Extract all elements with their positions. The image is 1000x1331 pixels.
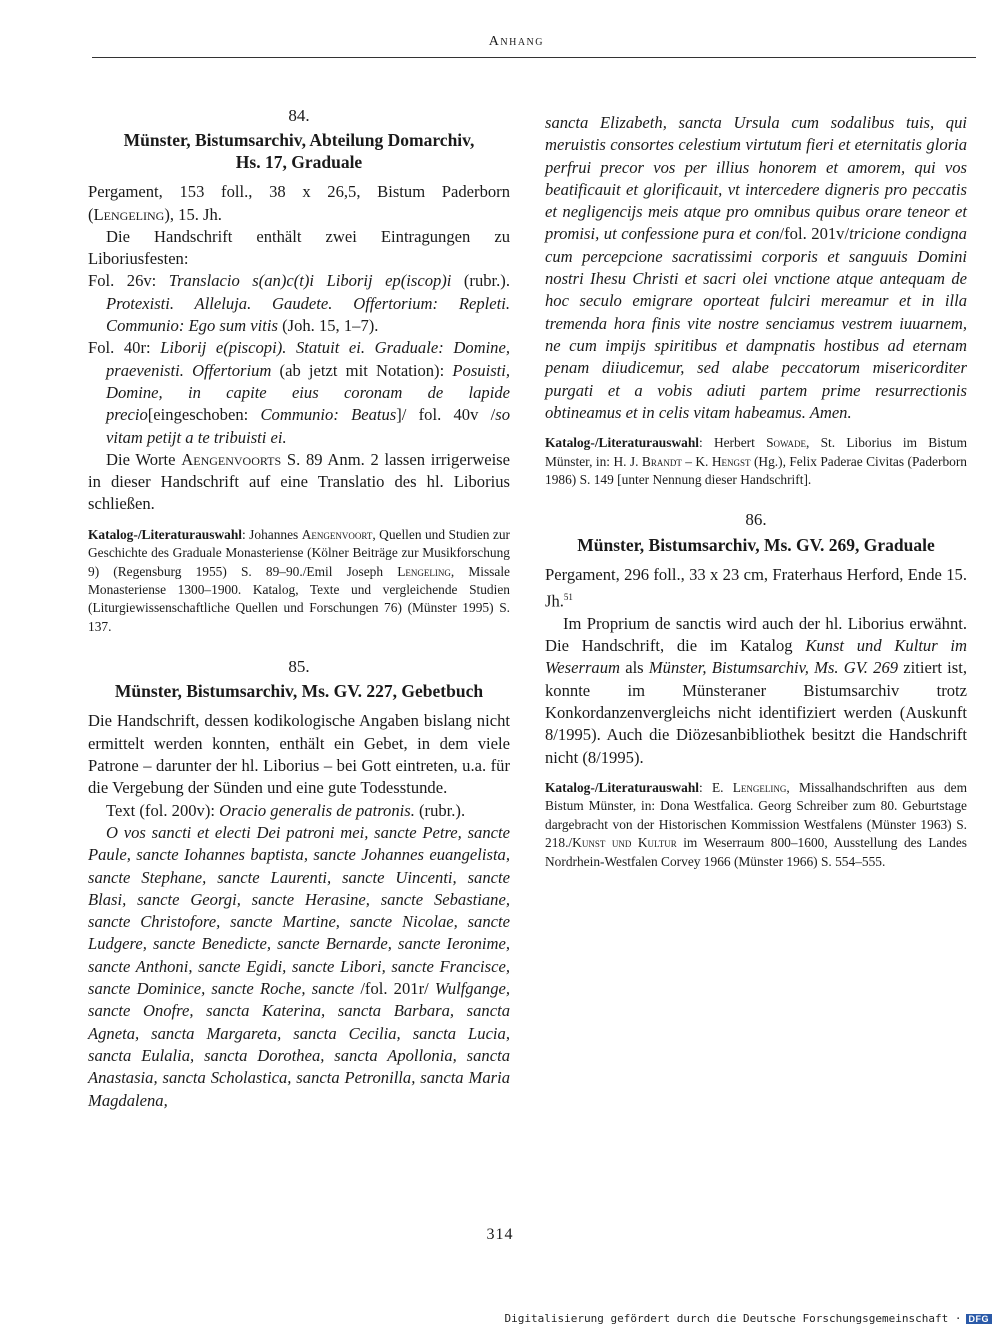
entry-85-title: Münster, Bistumsarchiv, Ms. GV. 227, Gebetbuch — [114, 681, 484, 702]
entry-84-title — [88, 129, 510, 173]
entry-85-description: Die Handschrift, dessen kodikologische Angaben bislang nicht ermittelt werden konnten, enthält ein Gebet, in dem viele Patrone – darunter der hl. Liborius – bei Gott eintreten, u.a. für die Vergebung der Sünden und eine gute Todesstunde. — [88, 711, 510, 798]
entry-84-number: 84. — [288, 106, 310, 125]
header-rule — [92, 57, 976, 58]
page-number: 314 — [486, 1226, 514, 1243]
entry-85-literature: Katalog-/Literaturauswahl: Herbert Sowade, St. Liborius im Bistum Münster, in: H. J. Brandt – K. Hengst (Hg.), Felix Paderae Civitas (Paderborn 1986) S. 149 [unter Nennung dieser Handschrift]. — [545, 435, 967, 487]
right-column — [545, 112, 967, 871]
entry-84-description: Pergament, 153 foll., 38 x 26,5, Bistum Paderborn (Lengeling), 15. Jh. — [88, 182, 510, 224]
entry-86-body: Im Proprium de sanctis wird auch der hl. Liborius erwähnt. Die Handschrift, die im Katalog Kunst und Kultur im Weserraum als Münster, Bistumsarchiv, Ms. GV. 269 zitiert ist, konnte im Münsteraner Bistumsarchiv trotz Konkordanzenvergleichs nicht identifiziert werden (Auskunft 8/1995). Auch die Diözesanbibliothek besitzt die Handschrift nicht (8/1995). — [545, 613, 968, 767]
dfg-logo: DFG — [966, 1314, 993, 1324]
entry-86-literature: Katalog-/Literaturauswahl: E. Lengeling, Missalhandschriften aus dem Bistum Münster, in: Dona Westfalica. Georg Schreiber zum 80. Geburtstage dargebracht von der Historischen Kommission Westfalens (Münster 1963) S. 218./Kunst und Kultur im Weserraum 800–1600, Ausstellung des Landes Nordrhein-Westfalen Corvey 1966 (Münster 1966) S. 554–555. — [545, 779, 967, 869]
entry-84-literature: Katalog-/Literaturauswahl: Johannes Aengenvoort, Quellen und Studien zur Geschichte des Graduale Monasteriense (Kölner Beiträge zur Musikforschung 9) (Regensburg 1955) S. 89–90./Emil Joseph Lengeling, Missale Monasteriense 1300–1900. Katalog, Texte und vergleichende Studien (Liturgiewissenschaftliche Quellen und Forschungen 76) (Münster 1995) S. 137. — [88, 526, 510, 634]
running-head-title: Anhang — [488, 34, 544, 49]
entry-84-note: Die Worte Aengenvoorts S. 89 Anm. 2 lassen irrigerweise in dieser Handschrift auf eine Translatio des hl. Liborius schließen. — [88, 449, 511, 514]
footnote-marker: 51 — [563, 591, 573, 602]
entry-85-number: 85. — [288, 657, 310, 677]
footer-text: Digitalisierung gefördert durch die Deutsche Forschungsgemeinschaft · — [504, 1312, 962, 1325]
entry-85-prayer-part1: O vos sancti et electi Dei patroni mei, sancte Petre, sancte Paule, sancte Iohannes baptista, sancte Johannes euangelista, sancte Stephane, sancte Laurenti, sancte Uincenti, sancte Blasi, sancte Georgi, sancte Herasine, sancte Sebastiane, sancte Christofore, sancte Martine, sancte Nicolae, sancte Ludgere, sancte Benedicte, sancte Bernarde, sancte Ieronime, sancte Anthoni, sancte Egidi, sancte Libori, sancte Francisce, sancte Dominice, sancte Roche, sancte /fol. 201r/ Wulfgange, sancte Onofre, sancta Katerina, sancta Barbara, sancta Agneta, sancta Margareta, sancta Cecilia, sancta Lucia, sancta Eulalia, sancta Dorothea, sancta Apollonia, sancta Anastasia, sancta Scholastica, sancta Petronilla, sancta Maria Magdalena, — [88, 822, 510, 1110]
entry-86-title: Münster, Bistumsarchiv, Ms. GV. 269, Graduale — [577, 534, 935, 555]
entry-84-intro: Die Handschrift enthält zwei Eintragungen zu Liboriusfesten: — [88, 226, 510, 269]
entry-84-fol26v: Fol. 26v: Translacio s(an)c(t)i Liborij ep(iscop)i (rubr.). Protexisti. Alleluja. Gaudete. Offertorium: Repleti. Communio: Ego sum vitis (Joh. 15, 1–7). — [88, 271, 510, 336]
entry-85-text-label: Text (fol. 200v): Oracio generalis de patronis. (rubr.). — [106, 800, 466, 820]
left-column — [88, 105, 510, 1112]
entry-84-title-line2: Hs. 17, Graduale — [235, 152, 363, 173]
entry-84-fol40r: Fol. 40r: Liborij e(piscopi). Statuit ei. Graduale: Domine, praevenisti. Offertorium (ab jetzt mit Notation): Posuisti, Domine, in capite eius coronam de lapide precio[eingeschoben: Communio: Beatus]/ fol. 40v /so vitam petijt a te tribuisti ei. — [88, 338, 511, 447]
running-head — [92, 34, 976, 58]
entry-84-title-line1: Münster, Bistumsarchiv, Abteilung Domarchiv, — [123, 130, 475, 151]
entry-85-prayer-part2: sancta Elizabeth, sancta Ursula cum sodalibus tuis, qui meruistis consortes celestium virtutum fieri et eternitatis gloria perfrui precor vos per illius honorem et amorem, qui vos beatificauit et glorificauit, vt intercedere digneris pro peccatis et negligencijs meis atque pro omnibus quibus orare teneor et promisi, ut confessione pura et con/fol. 201v/tricione condigna cum percepcione sacratissimi corporis et sanguuis Domini nostri Ihesu Christi et sacri olei vnctione atque antequam de hoc seculo emigrare oporteat fulciri mereamur et in illa tremenda hora finis vite nostre senciamus vestrem iuuarnem, ne cum impijs spiritibus et dampnatis hostibus ad eternam penam diiudicemur, sed alabe peccatorum misericorditer purgati et a vobis adiuti partem prime resurrectionis obtineamus et in celis vitam habeamus. Amen. — [545, 113, 967, 422]
digitization-footer — [505, 1312, 992, 1325]
entry-86-number: 86. — [745, 510, 767, 530]
entry-86-description: Pergament, 296 foll., 33 x 23 cm, Fraterhaus Herford, Ende 15. Jh.$^{51}$ — [545, 564, 967, 611]
